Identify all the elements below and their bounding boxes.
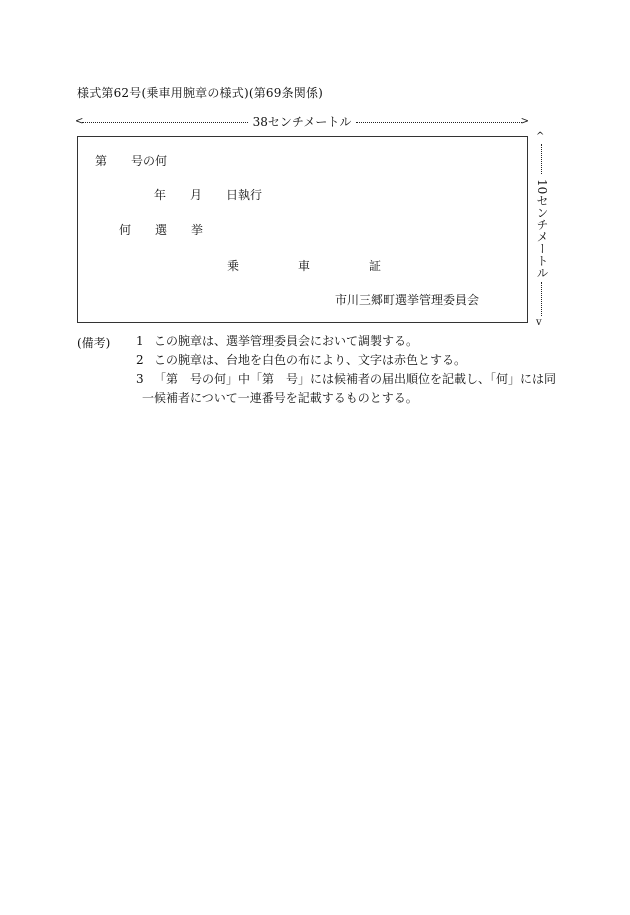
- armband-frame: [77, 136, 528, 323]
- pass-char-3: 証: [369, 259, 382, 273]
- width-label: 38センチメートル: [252, 115, 352, 129]
- note-text: この腕章は、選挙管理委員会において調製する。: [154, 334, 419, 348]
- date-line: 年 月 日執行: [154, 188, 263, 202]
- pass-char-2: 車: [298, 259, 311, 273]
- issuer-name: 市川三郷町選挙管理委員会: [335, 293, 480, 307]
- width-dimension: [76, 115, 528, 131]
- note-number: 3: [136, 372, 144, 386]
- note-text: 「第 号の何」中「第 号」には候補者の届出順位を記載し、「何」には同: [154, 372, 557, 386]
- document-title: 様式第62号(乗車用腕章の様式)(第69条関係): [77, 86, 324, 100]
- number-line: 第 号の何: [95, 154, 168, 168]
- note-item: [136, 332, 418, 350]
- notes-label: (備考): [77, 336, 111, 350]
- dimension-line-top: [541, 144, 542, 174]
- election-line: 何 選 挙: [119, 223, 204, 237]
- pass-char-1: 乗: [227, 259, 240, 273]
- arrow-right-icon: >: [520, 116, 529, 127]
- dimension-line-bottom: [541, 282, 542, 316]
- note-continuation: 一候補者について一連番号を記載するものとする。: [142, 391, 418, 405]
- arrow-up-icon: ^: [536, 131, 545, 142]
- height-dimension: [534, 131, 550, 328]
- arrow-left-icon: <: [75, 116, 84, 127]
- note-text: この腕章は、台地を白色の布により、文字は赤色とする。: [154, 353, 467, 367]
- note-number: 1: [136, 334, 144, 348]
- dimension-line-left: [82, 122, 248, 123]
- dimension-line-right: [356, 122, 522, 123]
- note-number: 2: [136, 353, 144, 367]
- arrow-down-icon: v: [536, 317, 542, 328]
- height-label: 10センチメートル: [535, 179, 549, 279]
- note-item: [136, 370, 556, 388]
- note-item: [136, 351, 466, 369]
